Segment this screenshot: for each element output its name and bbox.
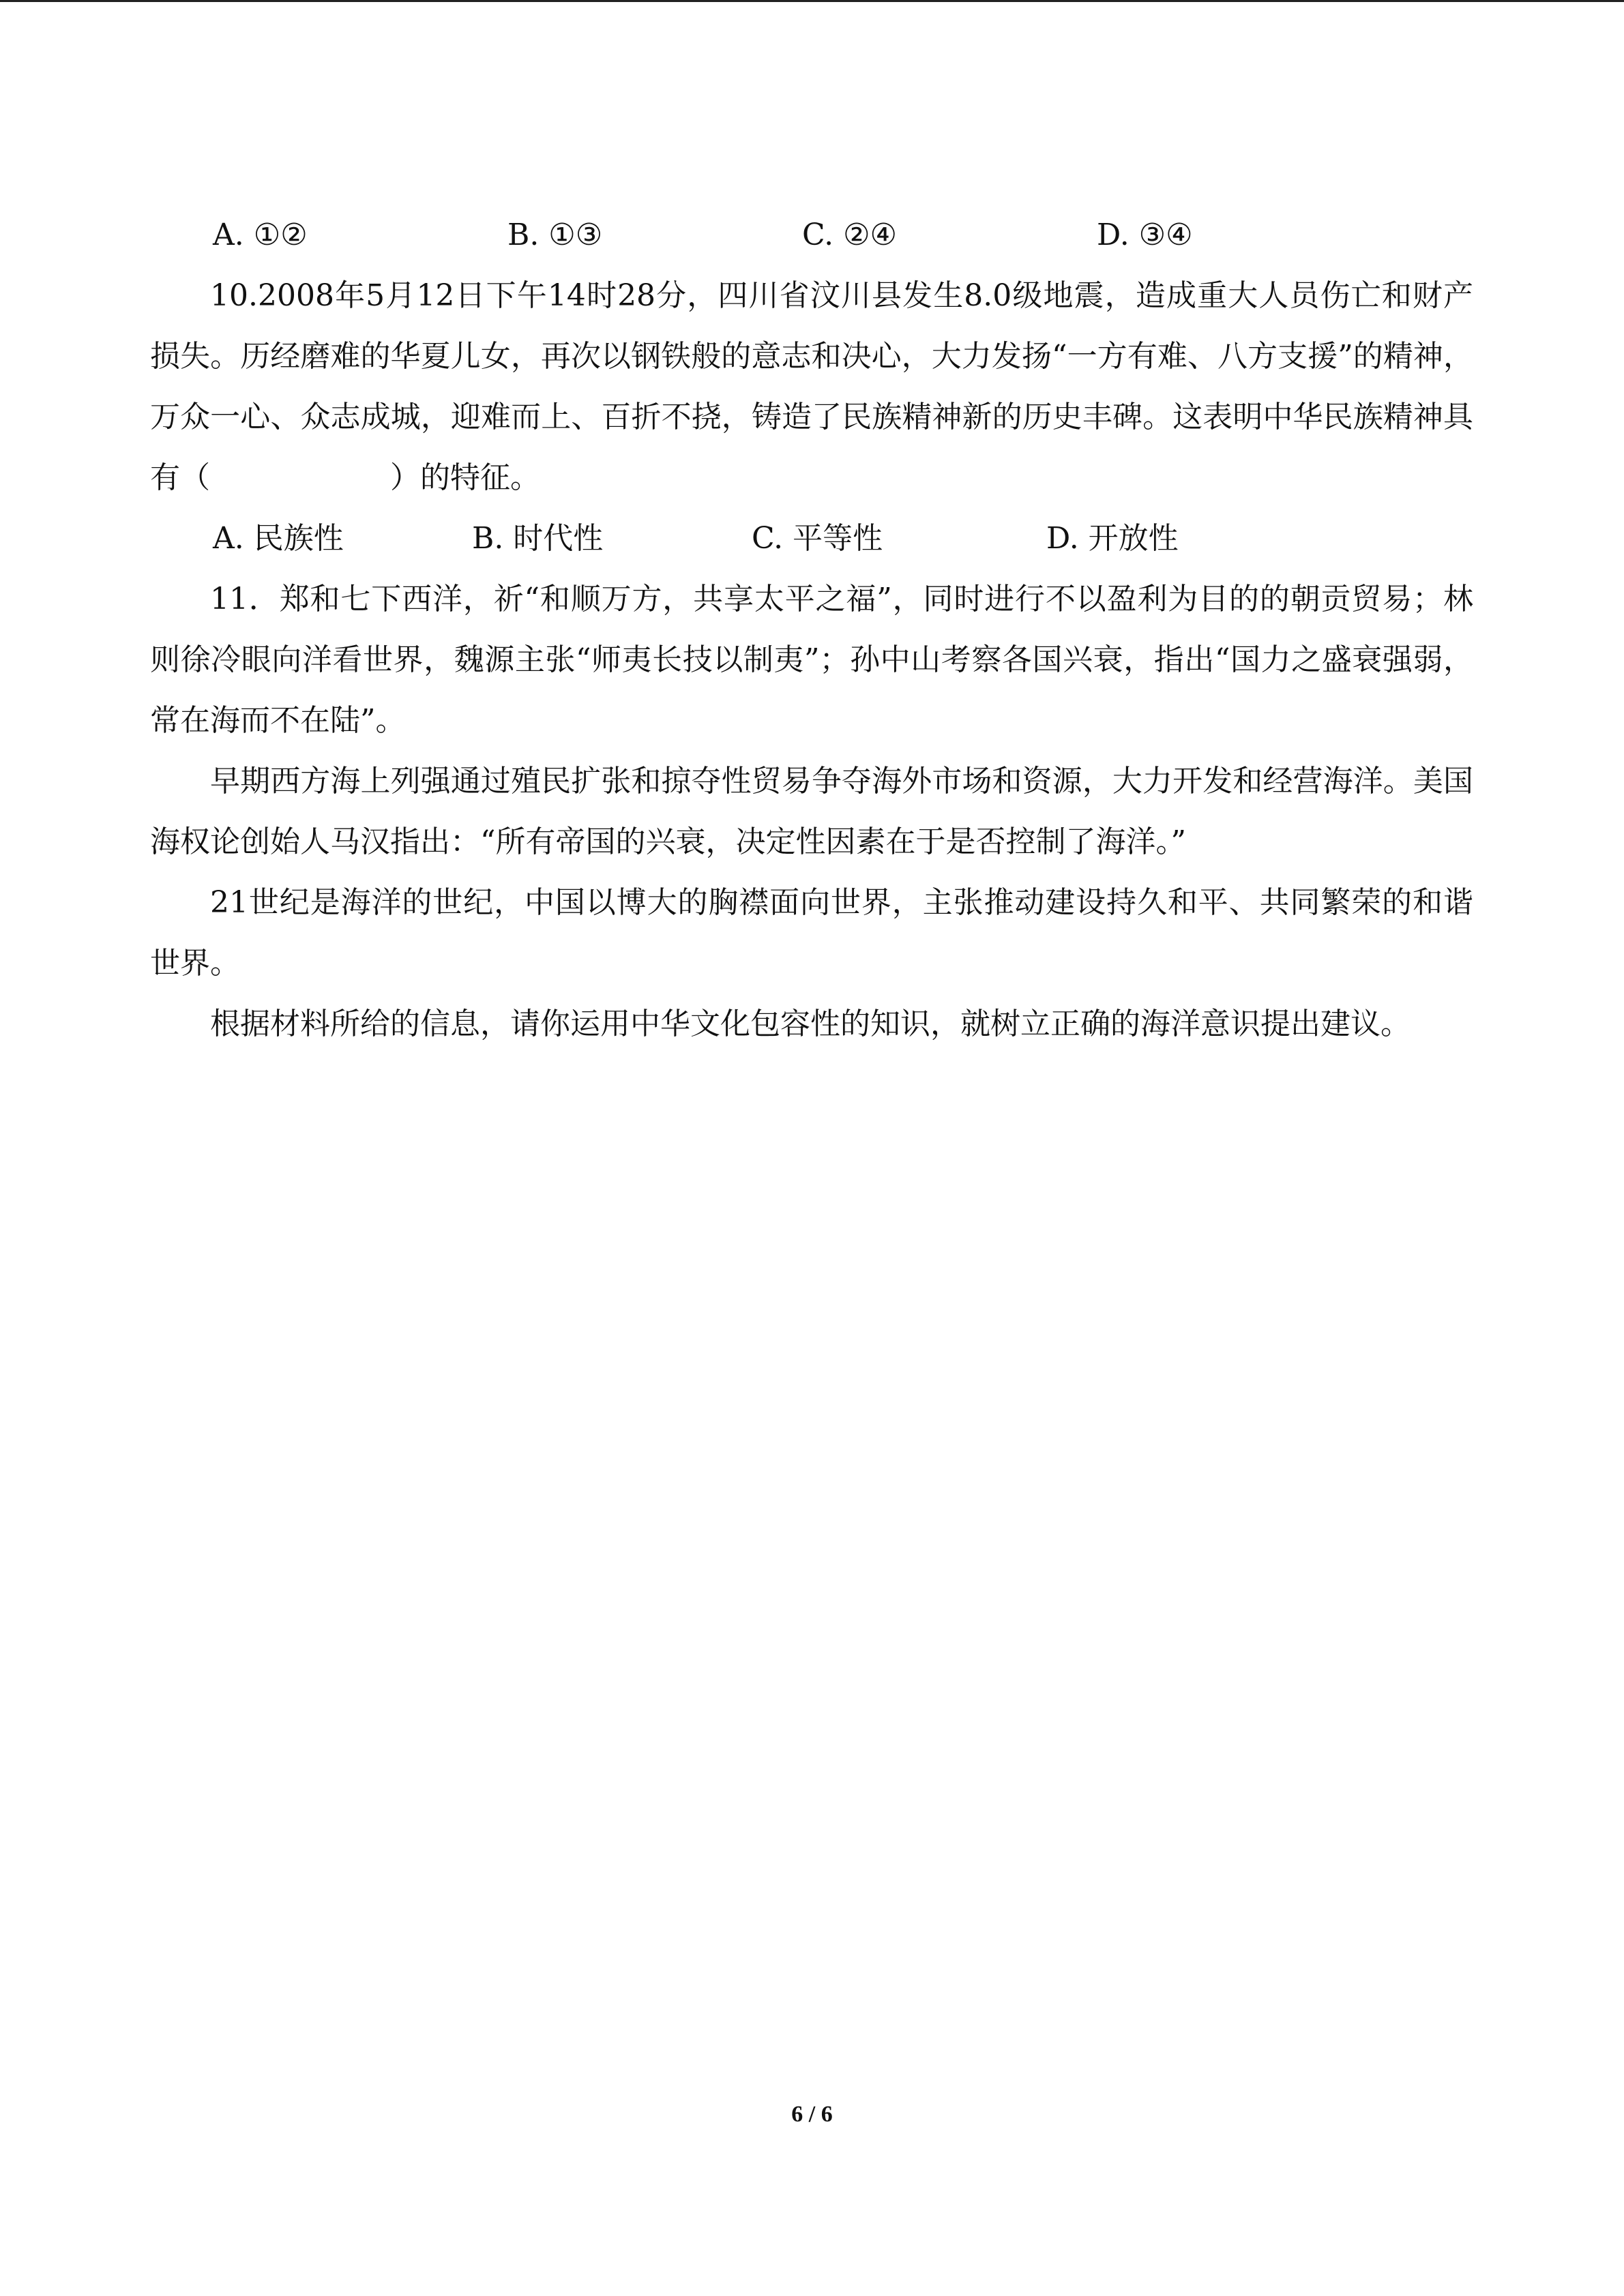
document-body — [150, 205, 1473, 1054]
q10-option-b: B. 时代性 — [472, 521, 604, 556]
q11-material-3: 21世纪是海洋的世纪，中国以博大的胸襟面向世界，主张推动建设持久和平、共同繁荣的和谐世界。 — [150, 885, 1473, 981]
q10-option-c: C. 平等性 — [752, 521, 883, 556]
q9-option-b: B. ①③ — [507, 218, 603, 252]
q9-options — [150, 205, 1473, 265]
q9-option-d: D. ③④ — [1097, 218, 1193, 252]
q11-question: 根据材料所给的信息，请你运用中华文化包容性的知识，就树立正确的海洋意识提出建议。 — [210, 1007, 1411, 1041]
page-top-border — [0, 0, 1624, 2]
q9-option-a: A. ①② — [213, 218, 308, 252]
q10-options — [150, 508, 1473, 569]
q10-stem: 10.2008年5月12日下午14时28分，四川省汶川县发生8.0级地震，造成重大人员伤亡和财产损失。历经磨难的华夏儿女，再次以钢铁般的意志和决心，大力发扬“一方有难、八方支援”的精神，万众一心、众志成城，迎难而上、百折不挠，铸造了民族精神新的历史丰碑。这表明中华民族精神具有（ ）的特征。 — [150, 278, 1473, 495]
q11-material-1: 11．郑和七下西洋，祈“和顺万方，共享太平之福”，同时进行不以盈利为目的的朝贡贸易；林则徐冷眼向洋看世界，魏源主张“师夷长技以制夷”；孙中山考察各国兴衰，指出“国力之盛衰强弱，常在海而不在陆”。 — [150, 582, 1473, 738]
q9-option-c: C. ②④ — [802, 218, 897, 252]
q10-option-d: D. 开放性 — [1046, 521, 1179, 556]
q11-material-2: 早期西方海上列强通过殖民扩张和掠夺性贸易争夺海外市场和资源，大力开发和经营海洋。美国海权论创始人马汉指出：“所有帝国的兴衰，决定性因素在于是否控制了海洋。” — [150, 764, 1473, 859]
page-number: 6 / 6 — [791, 2102, 833, 2127]
q10-option-a: A. 民族性 — [213, 521, 344, 556]
